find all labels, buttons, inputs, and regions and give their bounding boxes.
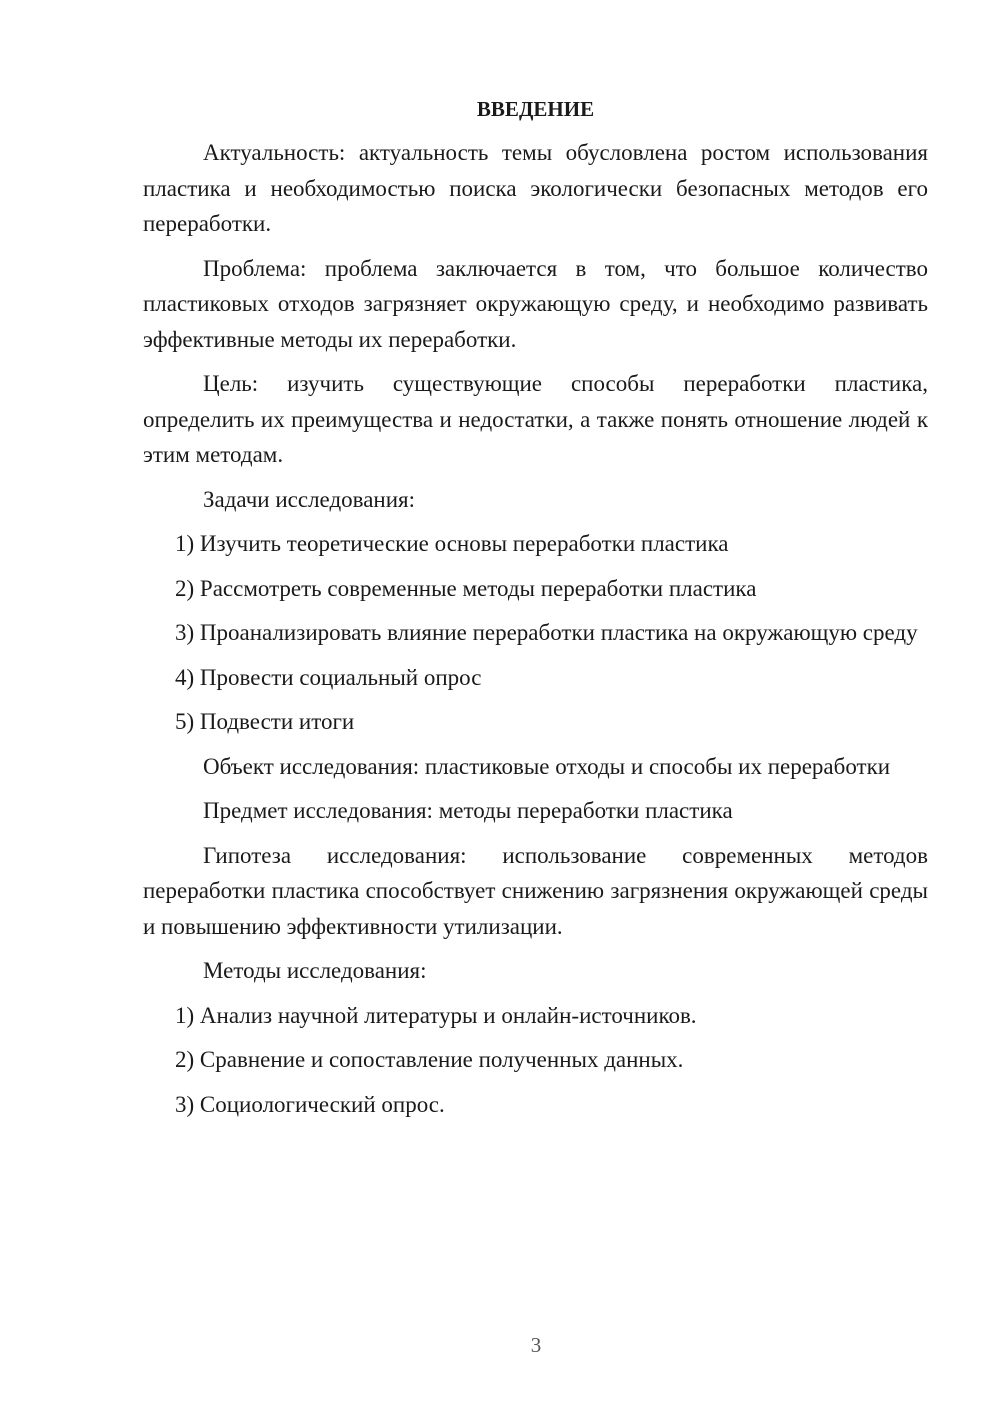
goal-paragraph: Цель: изучить существующие способы переработки пластика, определить их преимущества и недостатки, а также понять отношение людей к этим методам. (143, 371, 928, 467)
relevance-paragraph: Актуальность: актуальность темы обусловлена ростом использования пластика и необходимостью поиска экологически безопасных методов его переработки. (143, 140, 928, 236)
object-paragraph: Объект исследования: пластиковые отходы и способы их переработки (203, 753, 891, 779)
hypothesis-paragraph: Гипотеза исследования: использование современных методов переработки пластика способствует снижению загрязнения окружающей среды и повышению эффективности утилизации. (143, 842, 928, 939)
method-item: 2) Сравнение и сопоставление полученных данных. (175, 1047, 684, 1072)
page-number: 3 (530, 1333, 542, 1357)
method-item: 1) Анализ научной литературы и онлайн-источников. (175, 1002, 697, 1028)
task-item: 3) Проанализировать влияние переработки пластика на окружающую среду (175, 620, 918, 645)
task-item: 2) Рассмотреть современные методы переработки пластика (175, 575, 757, 601)
subject-paragraph: Предмет исследования: методы переработки пластика (203, 798, 733, 823)
task-item: 5) Подвести итоги (175, 709, 355, 734)
page-title: ВВЕДЕНИЕ (476, 97, 595, 121)
document-body (143, 95, 928, 1131)
problem-paragraph: Проблема: проблема заключается в том, что большое количество пластиковых отходов загрязняет окружающую среду, и необходимо развивать эффективные методы их переработки. (143, 255, 928, 352)
method-item: 3) Социологический опрос. (175, 1091, 445, 1117)
task-item: 4) Провести социальный опрос (175, 664, 482, 690)
task-item: 1) Изучить теоретические основы переработки пластика (175, 531, 729, 556)
methods-heading: Методы исследования: (203, 958, 427, 983)
tasks-heading: Задачи исследования: (203, 486, 416, 512)
